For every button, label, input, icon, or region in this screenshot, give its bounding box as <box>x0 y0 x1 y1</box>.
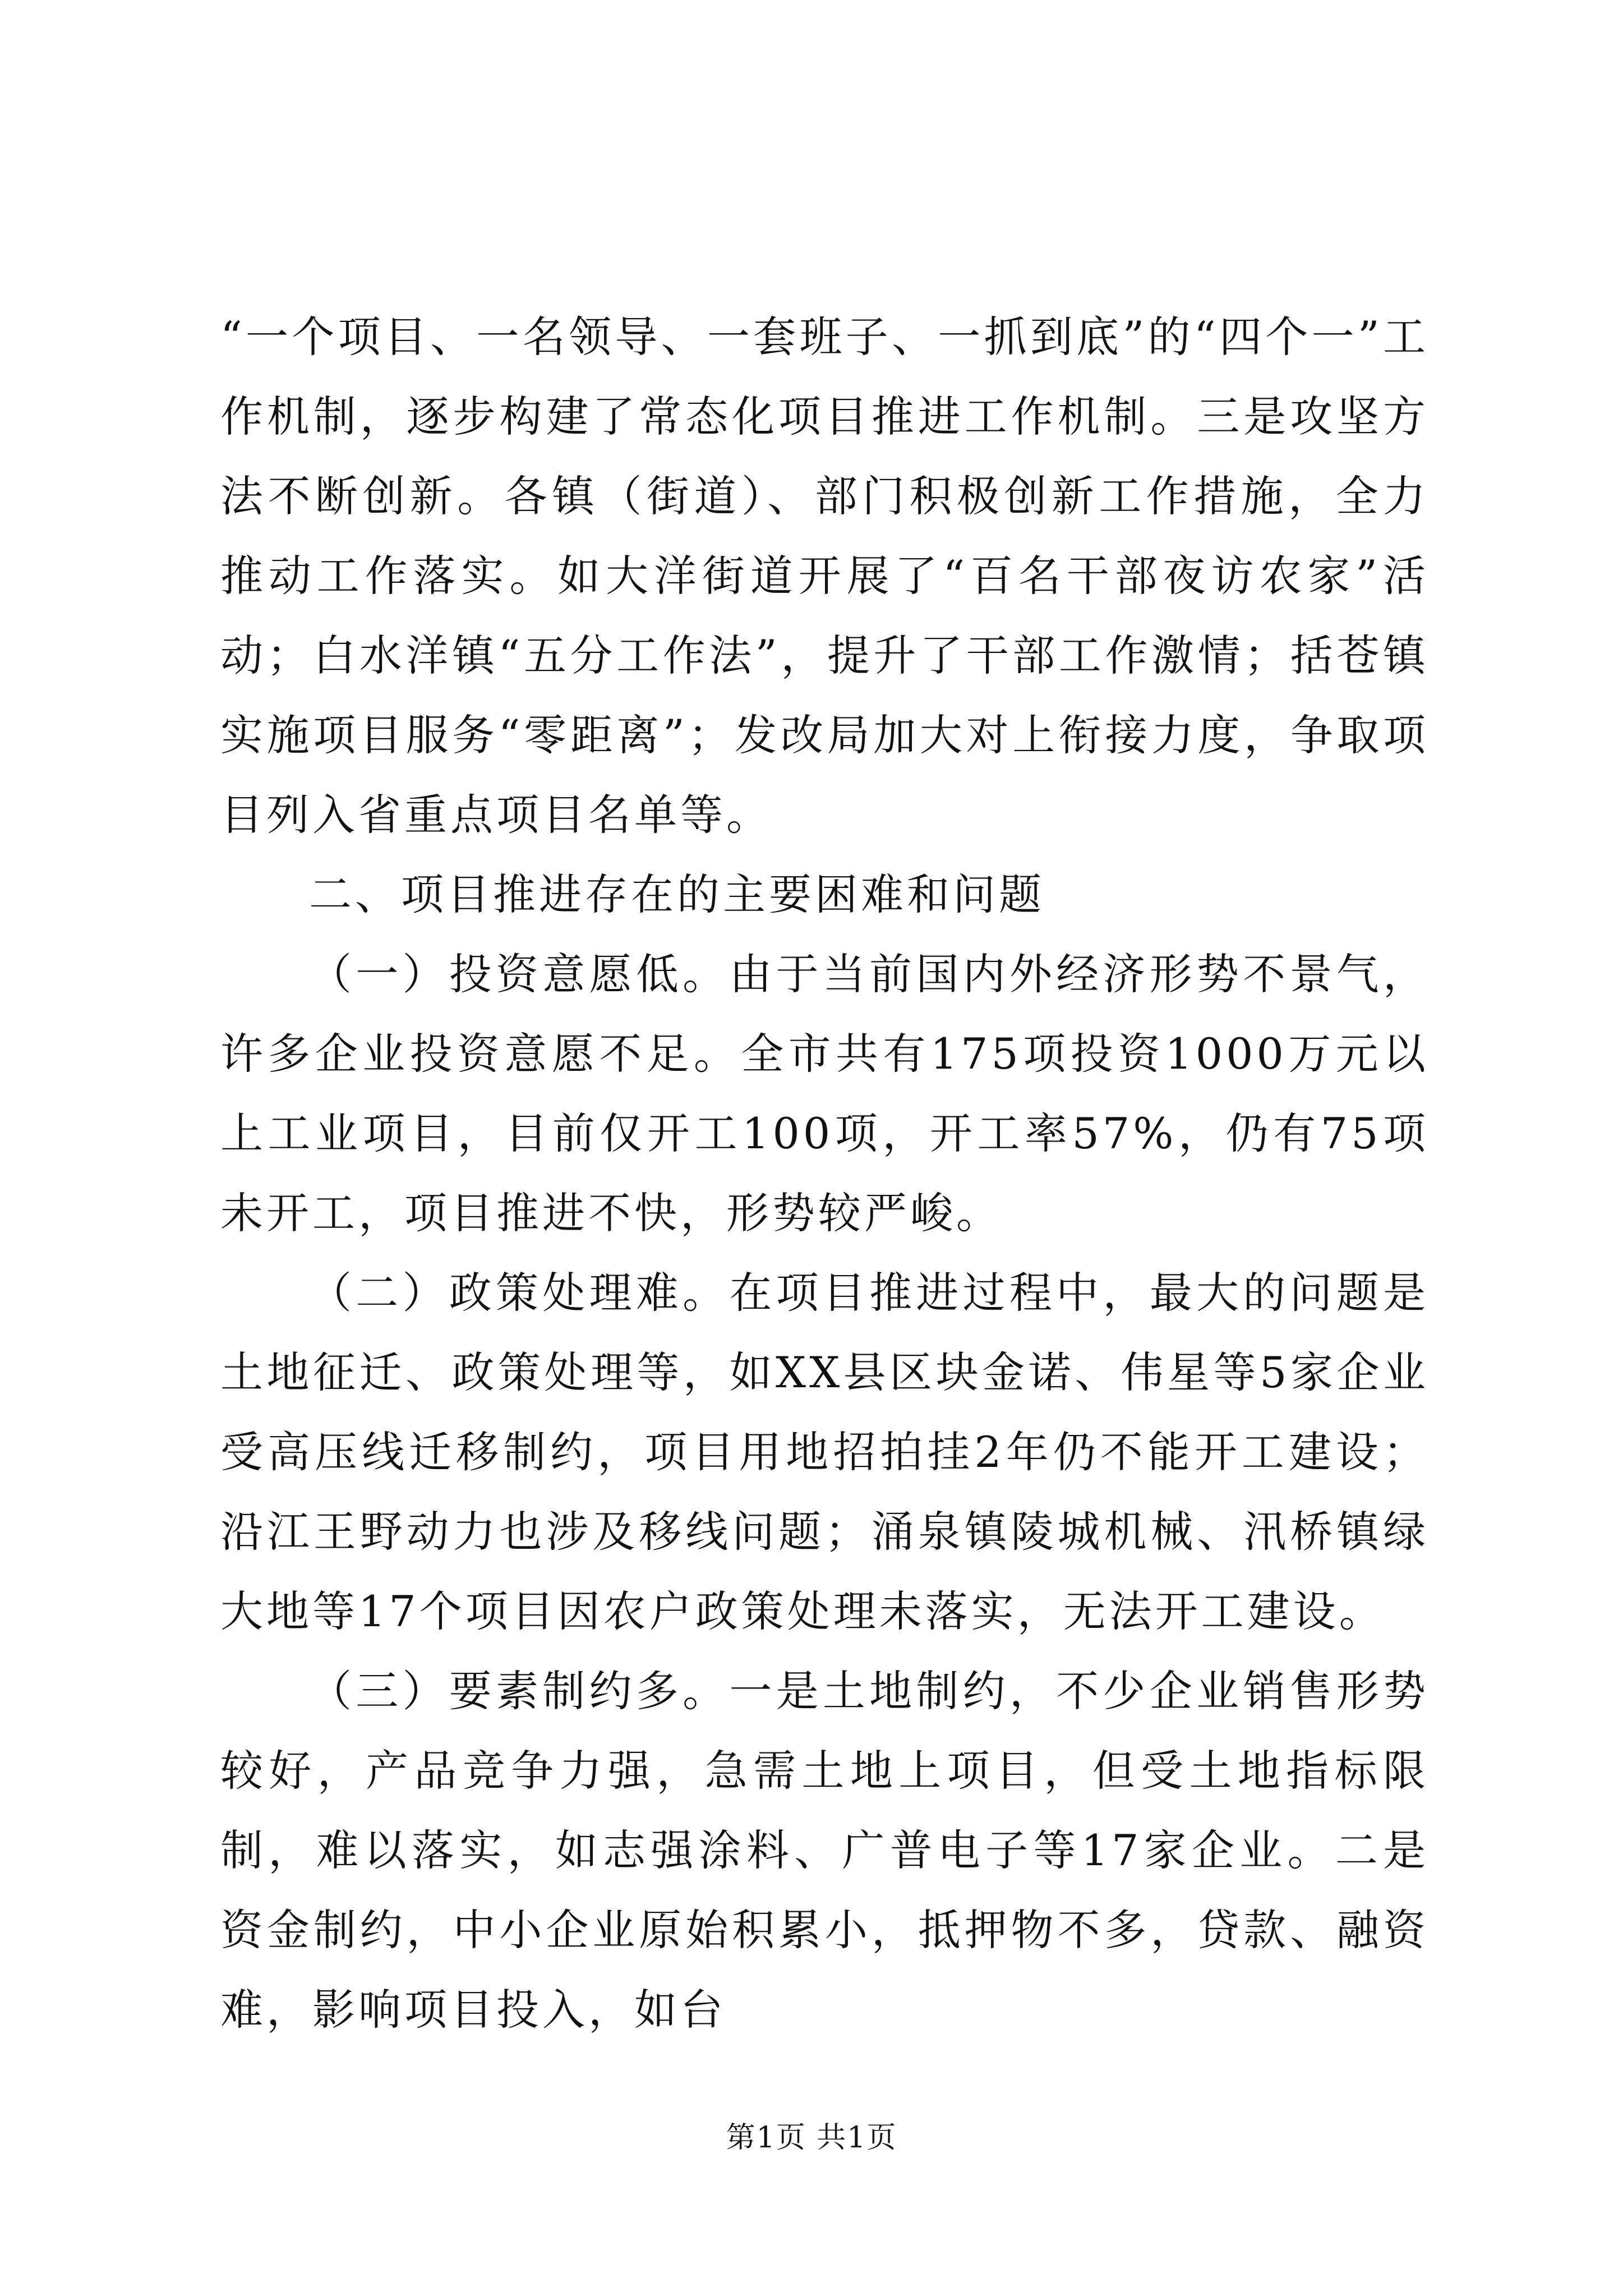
section-heading: 二、项目推进存在的主要困难和问题 <box>309 869 1045 919</box>
paragraph-1: “一个项目、一名领导、一套班子、一抓到底”的“四个一”工作机制，逐步构建了常态化项目推进工作机制。三是攻坚方法不断创新。各镇（街道）、部门积极创新工作措施，全力推动工作落实。如大洋街道开展了“百名干部夜访农家”活动；白水洋镇“五分工作法”，提升了干部工作激情；括苍镇实施项目服务“零距离”；发改局加大对上衔接力度，争取项目列入省重点项目名单等。 <box>220 312 1429 840</box>
paragraph-factors: （三）要素制约多。一是土地制约，不少企业销售形势较好，产品竞争力强，急需土地上项目，但受土地指标限制，难以落实，如志强涂料、广普电子等17家企业。二是资金制约，中小企业原始积累小，抵押物不多，贷款、融资难，影响项目投入，如台 <box>220 1666 1429 2035</box>
document-body <box>220 297 1429 2050</box>
page-footer: 第1页 共1页 <box>726 2121 897 2155</box>
paragraph-policy: （二）政策处理难。在项目推进过程中，最大的问题是土地征迁、政策处理等，如XX县区块金诺、伟星等5家企业受高压线迁移制约，项目用地招拍挂2年仍不能开工建设；沿江王野动力也涉及移线问题；涌泉镇陵城机械、汛桥镇绿大地等17个项目因农户政策处理未落实，无法开工建设。 <box>220 1268 1429 1636</box>
paragraph-investment: （一）投资意愿低。由于当前国内外经济形势不景气，许多企业投资意愿不足。全市共有175项投资1000万元以上工业项目，目前仅开工100项，开工率57%，仍有75项未开工，项目推进不快，形势较严峻。 <box>220 949 1429 1238</box>
